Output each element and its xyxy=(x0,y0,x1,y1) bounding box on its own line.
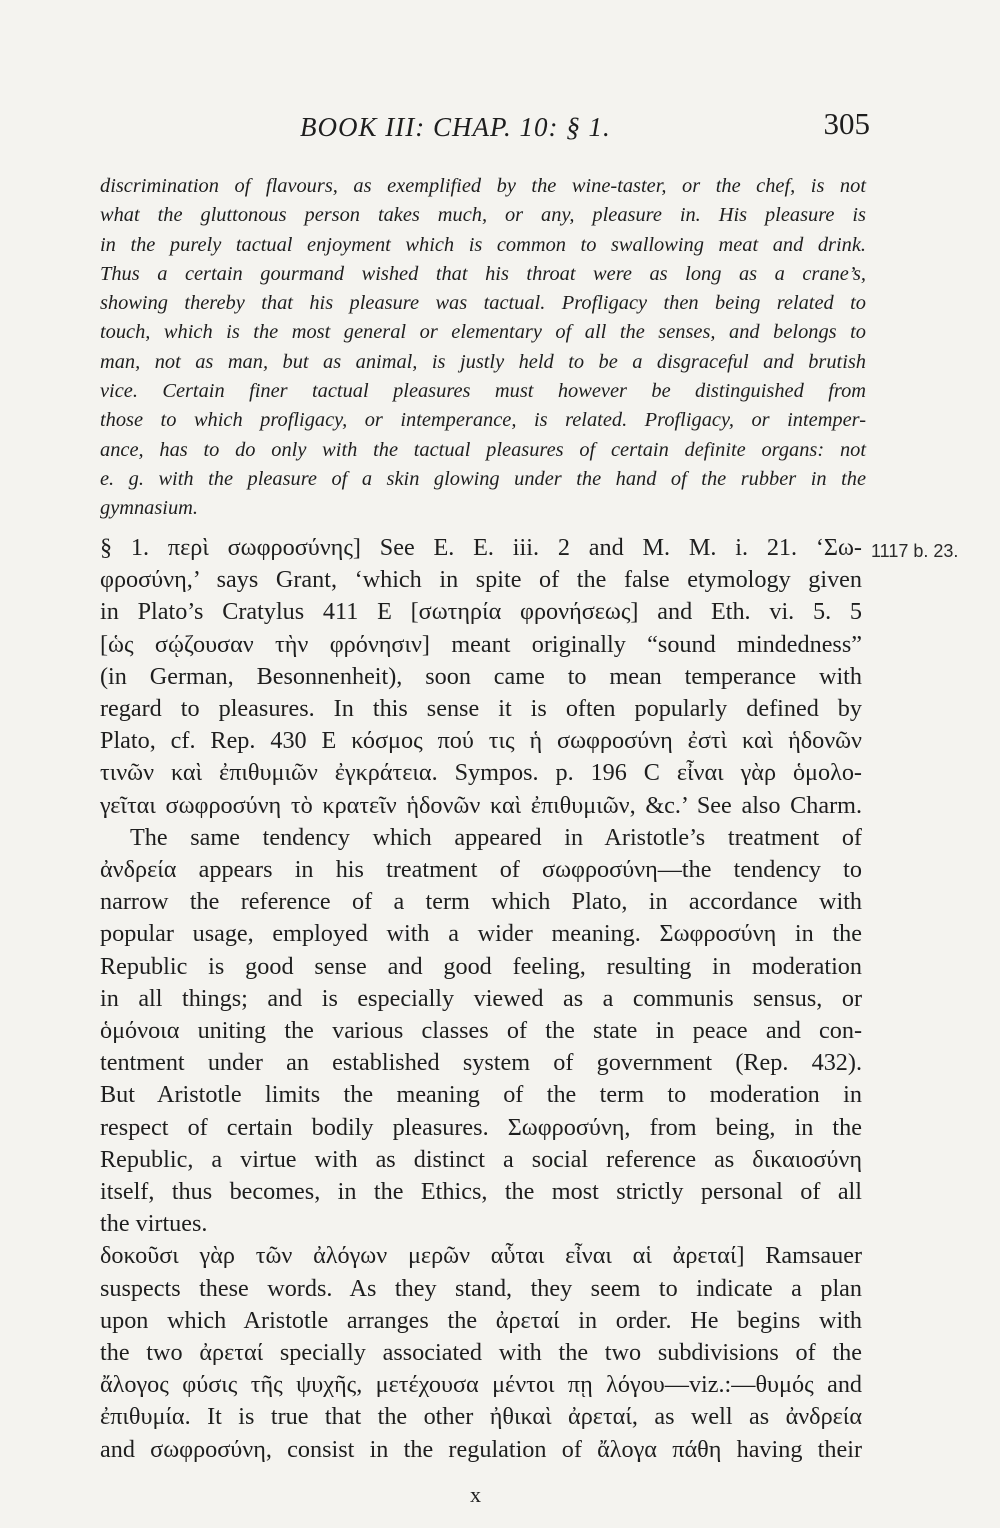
summary-line: ance, has to do only with the tactual pleasures of certain definite organs: not xyxy=(100,438,866,461)
body-line: itself, thus becomes, in the Ethics, the most strictly personal of all xyxy=(100,1178,862,1206)
body-line: φροσύνη,’ says Grant, ‘which in spite of the false etymology given xyxy=(100,566,862,594)
body-line: narrow the reference of a term which Plato, in accordance with xyxy=(100,888,862,916)
body-line: tentment under an established system of government (Rep. 432). xyxy=(100,1049,862,1077)
summary-line: man, not as man, but as animal, is justly held to be a disgraceful and brutish xyxy=(100,350,866,373)
body-line: ἄλογος φύσις τῆς ψυχῆς, μετέχουσα μέντοι πῃ λόγου—viz.:—θυμός and xyxy=(100,1371,862,1399)
body-line: ὁμόνοια uniting the various classes of the state in peace and con- xyxy=(100,1017,862,1045)
summary-line: discrimination of flavours, as exemplified by the wine-taster, or the chef, is not xyxy=(100,175,866,197)
body-line: The same tendency which appeared in Aristotle’s treatment of xyxy=(130,823,862,851)
body-line: But Aristotle limits the meaning of the term to moderation in xyxy=(100,1081,862,1109)
body-line: [ὡς σῴζουσαν τὴν φρόνησιν] meant originally “sound mindedness” xyxy=(100,630,862,658)
body-line: the virtues. xyxy=(100,1210,208,1238)
summary-line: what the gluttonous person takes much, or any, pleasure in. His pleasure is xyxy=(100,204,866,227)
summary-line: Thus a certain gourmand wished that his throat were as long as a crane’s, xyxy=(100,262,866,285)
body-line: δοκοῦσι γὰρ τῶν ἀλόγων μερῶν αὗται εἶναι αἱ ἀρεταί] Ramsauer xyxy=(100,1242,862,1270)
italic-summary xyxy=(100,172,866,524)
signature-mark: x xyxy=(470,1482,481,1507)
body-line: suspects these words. As they stand, they seem to indicate a plan xyxy=(100,1274,862,1302)
body-line: (in German, Besonnenheit), soon came to mean temperance with xyxy=(100,662,862,690)
commentary-body xyxy=(100,532,862,1466)
summary-line: touch, which is the most general or elementary of all the senses, and belongs to xyxy=(100,321,866,344)
body-line: Republic is good sense and good feeling, resulting in moderation xyxy=(100,952,862,980)
body-line: the two ἀρεταί specially associated with the two subdivisions of the xyxy=(100,1339,862,1367)
body-line: Plato, cf. Rep. 430 E κόσμος πού τις ἡ σωφροσύνη ἐστὶ καὶ ἡδονῶν xyxy=(100,727,862,755)
summary-line: those to which profligacy, or intemperance, is related. Profligacy, or intemper- xyxy=(100,409,866,432)
body-line: in all things; and is especially viewed as a communis sensus, or xyxy=(100,984,862,1012)
body-line: γεῖται σωφροσύνη τὸ κρατεῖν ἡδονῶν καὶ ἐπιθυμιῶν, &c.’ See also Charm. xyxy=(100,791,862,819)
body-line: ἐπιθυμία. It is true that the other ἠθικαὶ ἀρεταί, as well as ἀνδρεία xyxy=(100,1403,862,1431)
summary-line: in the purely tactual enjoyment which is common to swallowing meat and drink. xyxy=(100,233,866,256)
body-line: τινῶν καὶ ἐπιθυμιῶν ἐγκράτεια. Sympos. p. 196 C εἶναι γὰρ ὁμολο- xyxy=(100,759,862,787)
margin-reference: 1117 b. 23. xyxy=(871,541,959,561)
body-line: popular usage, employed with a wider meaning. Σωφροσύνη in the xyxy=(100,920,862,948)
summary-line: vice. Certain finer tactual pleasures must however be distinguished from xyxy=(100,380,866,403)
page-header xyxy=(100,106,870,152)
summary-line: showing thereby that his pleasure was tactual. Profligacy then being related to xyxy=(100,292,866,315)
body-line: ἀνδρεία appears in his treatment of σωφροσύνη—the tendency to xyxy=(100,856,862,884)
summary-line: gymnasium. xyxy=(100,497,198,520)
body-line: Republic, a virtue with as distinct a social reference as δικαιοσύνη xyxy=(100,1145,862,1173)
body-line: and σωφροσύνη, consist in the regulation of ἄλογα πάθη having their xyxy=(100,1435,862,1463)
running-head: BOOK III: CHAP. 10: § 1. xyxy=(300,112,611,142)
summary-line: e. g. with the pleasure of a skin glowing under the hand of the rubber in the xyxy=(100,467,866,490)
body-line: § 1. περὶ σωφροσύνης] See E. E. iii. 2 and M. M. i. 21. ‘Σω- xyxy=(100,534,862,561)
body-line: respect of certain bodily pleasures. Σωφροσύνη, from being, in the xyxy=(100,1113,862,1141)
page-number: 305 xyxy=(823,106,870,141)
body-line: in Plato’s Cratylus 411 E [σωτηρία φρονήσεως] and Eth. vi. 5. 5 xyxy=(100,598,862,626)
body-line: regard to pleasures. In this sense it is often popularly defined by xyxy=(100,695,862,723)
body-line: upon which Aristotle arranges the ἀρεταί in order. He begins with xyxy=(100,1306,862,1334)
